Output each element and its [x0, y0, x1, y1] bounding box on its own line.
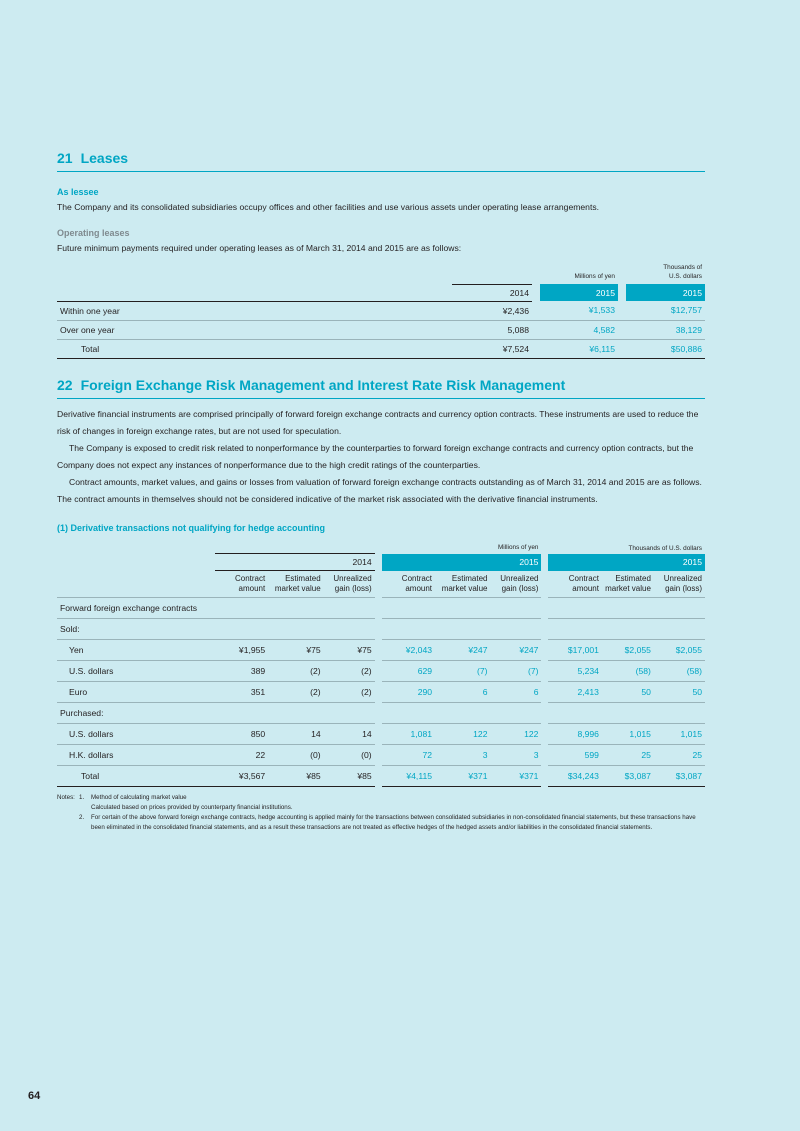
table-cell: [435, 703, 490, 724]
row-label: Forward foreign exchange contracts: [57, 598, 215, 619]
table-row: [57, 682, 705, 703]
table-cell: 50: [602, 682, 654, 703]
deriv-unit-usd: Thousands of U.S. dollars: [628, 544, 702, 552]
table-row: [57, 766, 705, 787]
table-cell: ¥4,115: [382, 766, 435, 787]
table-cell: [268, 598, 323, 619]
leases-year-2015-yen: 2015: [540, 284, 618, 301]
col-unrealized-gain: Unrealized gain (loss): [324, 571, 375, 598]
table-cell: (2): [268, 661, 323, 682]
table-cell: [548, 619, 602, 640]
table-cell: 25: [654, 745, 705, 766]
table-cell: ¥75: [324, 640, 375, 661]
table-cell: [548, 703, 602, 724]
table-cell: 599: [548, 745, 602, 766]
row-label: H.K. dollars: [57, 745, 215, 766]
table-cell: $17,001: [548, 640, 602, 661]
table-cell: ¥2,043: [382, 640, 435, 661]
leases-row-over-one-year: Over one year 5,088 4,582 38,129: [57, 320, 705, 339]
deriv-year-2015-yen: 2015: [382, 554, 542, 571]
table-cell: 2,413: [548, 682, 602, 703]
section-22-heading: 22 Foreign Exchange Risk Management and Interest Rate Risk Management: [57, 377, 705, 399]
row-label: Yen: [57, 640, 215, 661]
leases-year-2015-usd: 2015: [626, 284, 705, 301]
table-row: [57, 745, 705, 766]
paragraph-3: Contract amounts, market values, and gains or losses from valuation of forward foreign exchange contracts outstanding as of March 31, 2014 and 2015 are as follows. The contract amounts in themselves should not be considered indicative of the market risk associated with the derivative financial instruments.: [57, 477, 702, 504]
table-cell: 1,081: [382, 724, 435, 745]
table-cell: (7): [435, 661, 490, 682]
table-cell: [268, 703, 323, 724]
table-cell: (58): [654, 661, 705, 682]
paragraph-1: Derivative financial instruments are comprised principally of forward foreign exchange contracts and currency option contracts. These instruments are used to reduce the risk of changes in foreign exchange rates, but are not used for speculation.: [57, 409, 699, 436]
table-cell: 14: [268, 724, 323, 745]
table-cell: 351: [215, 682, 268, 703]
table-cell: 1,015: [602, 724, 654, 745]
col-contract-amount: Contract amount: [548, 571, 602, 598]
deriv-unit-yen: Millions of yen: [497, 544, 539, 551]
table-cell: 6: [435, 682, 490, 703]
table-cell: [602, 619, 654, 640]
table-cell: 22: [215, 745, 268, 766]
table-cell: ¥371: [490, 766, 541, 787]
row-label: Total: [57, 766, 215, 787]
table-cell: [382, 619, 435, 640]
table-cell: [324, 619, 375, 640]
table-cell: ¥85: [268, 766, 323, 787]
table-row: [57, 703, 705, 724]
table-cell: 1,015: [654, 724, 705, 745]
operating-leases-text: Future minimum payments required under operating leases as of March 31, 2014 and 2015 are as follows:: [57, 243, 462, 253]
table-row: [57, 724, 705, 745]
table-cell: [490, 703, 541, 724]
table-cell: (0): [268, 745, 323, 766]
table-row: [57, 619, 705, 640]
table-cell: 14: [324, 724, 375, 745]
table-cell: (2): [268, 682, 323, 703]
table-cell: 389: [215, 661, 268, 682]
col-estimated-market-value: Estimated market value: [435, 571, 490, 598]
deriv-year-2014: 2014: [215, 554, 375, 571]
row-label: Sold:: [57, 619, 215, 640]
table-cell: 3: [435, 745, 490, 766]
leases-table: [57, 263, 705, 359]
section-22-body: [57, 406, 705, 508]
table-cell: 629: [382, 661, 435, 682]
section-21: [57, 150, 705, 359]
table-row: [57, 598, 705, 619]
table-cell: [548, 598, 602, 619]
table-cell: 290: [382, 682, 435, 703]
table-cell: [654, 619, 705, 640]
section-22: [57, 377, 705, 833]
derivatives-table: [57, 539, 705, 787]
table-cell: 850: [215, 724, 268, 745]
table-cell: ¥247: [490, 640, 541, 661]
operating-leases-heading: Operating leases: [57, 228, 130, 238]
table-row: [57, 640, 705, 661]
table-cell: [324, 598, 375, 619]
row-label: U.S. dollars: [57, 661, 215, 682]
page-number: 64: [28, 1090, 41, 1102]
derivatives-subheading: (1) Derivative transactions not qualifying for hedge accounting: [57, 523, 326, 533]
table-cell: (58): [602, 661, 654, 682]
notes: [57, 793, 705, 833]
table-cell: 6: [490, 682, 541, 703]
table-cell: ¥371: [435, 766, 490, 787]
table-cell: [602, 703, 654, 724]
col-contract-amount: Contract amount: [382, 571, 435, 598]
row-label: Purchased:: [57, 703, 215, 724]
lessee-heading: As lessee: [57, 187, 99, 197]
table-cell: ¥1,955: [215, 640, 268, 661]
table-cell: 122: [490, 724, 541, 745]
table-cell: $3,087: [654, 766, 705, 787]
col-contract-amount: Contract amount: [215, 571, 268, 598]
table-cell: (2): [324, 661, 375, 682]
table-cell: 5,234: [548, 661, 602, 682]
table-cell: [215, 703, 268, 724]
table-cell: $3,087: [602, 766, 654, 787]
table-cell: [215, 598, 268, 619]
col-unrealized-gain: Unrealized gain (loss): [654, 571, 705, 598]
table-cell: [490, 598, 541, 619]
lessee-text: The Company and its consolidated subsidiaries occupy offices and other facilities and use various assets under operating lease arrangements.: [57, 202, 600, 212]
leases-unit-yen: Millions of yen: [574, 272, 615, 280]
table-cell: ¥3,567: [215, 766, 268, 787]
table-cell: $2,055: [602, 640, 654, 661]
table-cell: [435, 619, 490, 640]
table-cell: 25: [602, 745, 654, 766]
table-cell: 8,996: [548, 724, 602, 745]
deriv-year-row: [57, 554, 705, 571]
table-cell: $34,243: [548, 766, 602, 787]
table-cell: ¥75: [268, 640, 323, 661]
deriv-unit-row: [57, 539, 705, 554]
leases-row-total: Total ¥7,524 ¥6,115 $50,886: [57, 339, 705, 358]
deriv-body: [57, 598, 705, 787]
leases-unit-usd: Thousands of U.S. dollars: [663, 264, 702, 280]
table-cell: [382, 598, 435, 619]
table-cell: 3: [490, 745, 541, 766]
table-cell: [654, 703, 705, 724]
table-cell: 72: [382, 745, 435, 766]
leases-year-row: [57, 284, 705, 301]
table-cell: ¥85: [324, 766, 375, 787]
leases-row-within-one-year: Within one year ¥2,436 ¥1,533 $12,757: [57, 301, 705, 320]
table-cell: (2): [324, 682, 375, 703]
row-label: Euro: [57, 682, 215, 703]
table-cell: [435, 598, 490, 619]
section-21-heading: 21 Leases: [57, 150, 705, 172]
paragraph-2: The Company is exposed to credit risk related to nonperformance by the counterparties to forward foreign exchange contracts and currency option contracts, but the Company does not expect any instances of nonperformance due to the high credit ratings of the counterparties.: [57, 443, 694, 470]
table-row: [57, 661, 705, 682]
table-cell: [268, 619, 323, 640]
table-cell: [602, 598, 654, 619]
leases-year-2014: 2014: [452, 284, 532, 301]
table-cell: [324, 703, 375, 724]
table-cell: [382, 703, 435, 724]
table-cell: (0): [324, 745, 375, 766]
table-cell: ¥247: [435, 640, 490, 661]
table-cell: (7): [490, 661, 541, 682]
deriv-year-2015-usd: 2015: [548, 554, 705, 571]
note-2: 2. For certain of the above forward foreign exchange contracts, hedge accounting is applied mainly for the transactions between consolidated subsidiaries in non-consolidated financial statements, but these transactions have been eliminated in the consolidated financial statements, and as a result these transactions are not treated as effective hedges of the hedged assets and/or liabilities in the consolidated financial statements.: [79, 814, 696, 831]
row-label: U.S. dollars: [57, 724, 215, 745]
deriv-column-header-row: [57, 571, 705, 598]
col-unrealized-gain: Unrealized gain (loss): [490, 571, 541, 598]
table-cell: [654, 598, 705, 619]
note-1: Notes: 1. Method of calculating market value Calculated based on prices provided by counterparty financial institutions.: [57, 794, 293, 811]
table-cell: $2,055: [654, 640, 705, 661]
table-cell: 122: [435, 724, 490, 745]
col-estimated-market-value: Estimated market value: [602, 571, 654, 598]
col-estimated-market-value: Estimated market value: [268, 571, 323, 598]
table-cell: [215, 619, 268, 640]
table-cell: [490, 619, 541, 640]
leases-unit-row: [57, 263, 705, 284]
table-cell: 50: [654, 682, 705, 703]
